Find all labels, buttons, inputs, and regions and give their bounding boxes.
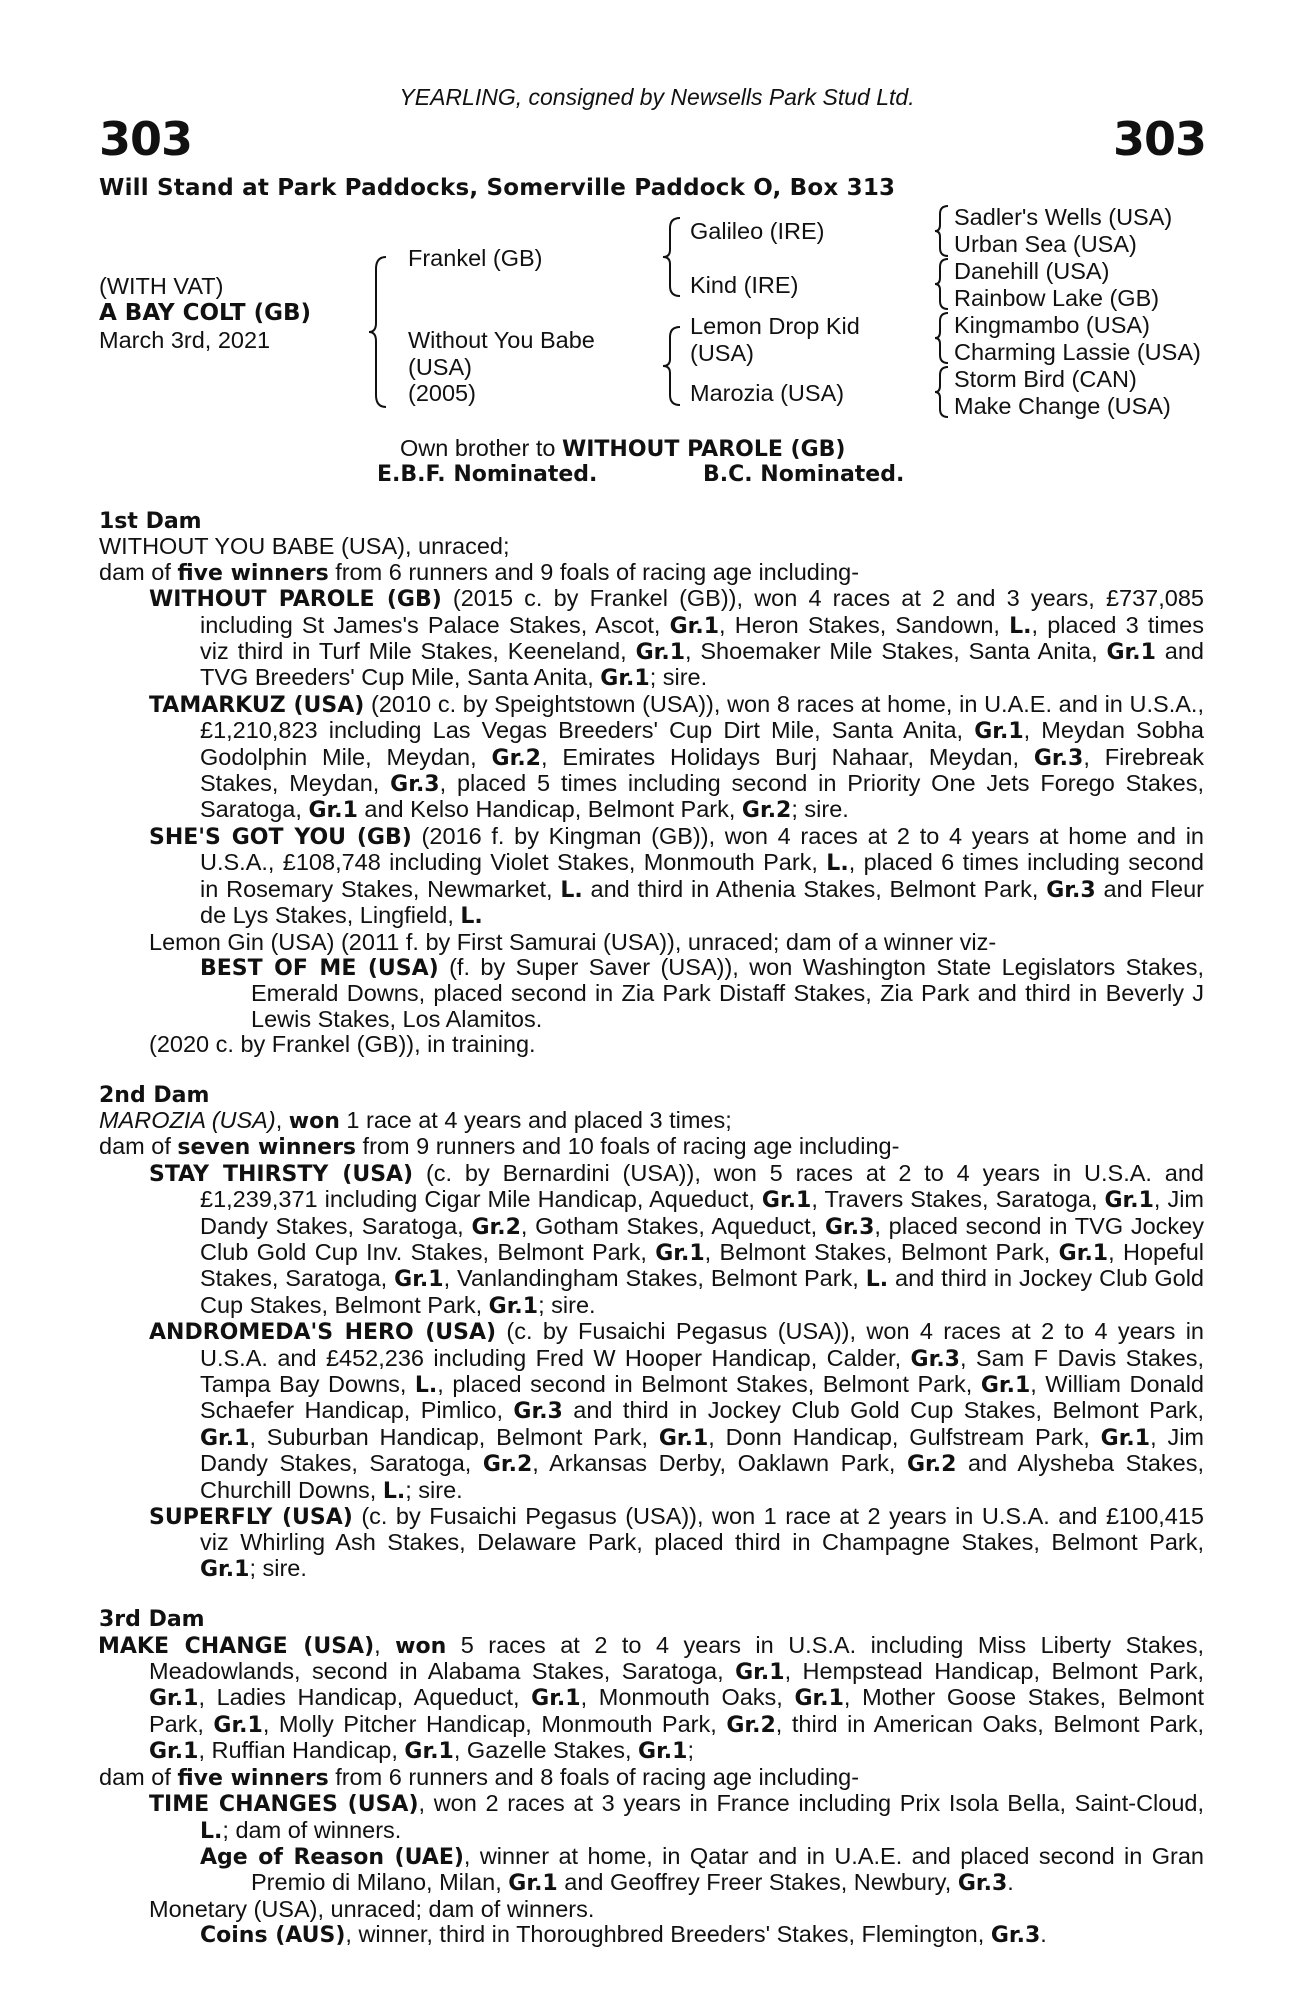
bc-nominated: B.C. Nominated. bbox=[703, 462, 905, 487]
pedigree-dsd: Charming Lassie (USA) bbox=[954, 339, 1201, 365]
pedigree-dam-line3: (2005) bbox=[408, 380, 476, 406]
pedigree-dam-line2: (USA) bbox=[408, 354, 472, 380]
second-dam-line: MAROZIA (USA), won 1 race at 4 years and placed 3 times; bbox=[99, 1106, 732, 1134]
pedigree-bracket-1 bbox=[366, 255, 390, 410]
pedigree-dam-line1: Without You Babe bbox=[408, 327, 595, 353]
produce-name: Age of Reason (UAE) bbox=[200, 1844, 464, 1870]
produce-name: STAY THIRSTY (USA) bbox=[149, 1161, 414, 1187]
produce-name: SUPERFLY (USA) bbox=[149, 1505, 353, 1531]
produce-entry: SUPERFLY (USA) (c. by Fusaichi Pegasus (USA)), won 1 race at 2 years in U.S.A. and £100,415 viz Whirling Ash Stakes, Delaware Park, placed third in Champagne Stakes, Belmont Park, Gr.1; sire. bbox=[149, 1503, 1204, 1582]
pedigree-ssd: Urban Sea (USA) bbox=[954, 231, 1137, 257]
produce-entry: Age of Reason (UAE), winner at home, in Qatar and in U.A.E. and placed second in Gran Premio di Milano, Milan, Gr.1 and Geoffrey Freer Stakes, Newbury, Gr.3. bbox=[200, 1842, 1204, 1897]
produce-entry: WITHOUT PAROLE (GB) (2015 c. by Frankel (GB)), won 4 races at 2 and 3 years, £737,085 including St James's Palace Stakes, Ascot, Gr.1, Heron Stakes, Sandown, L., placed 3 times viz third in Turf Mile Stakes, Keeneland, Gr.1, Shoemaker Mile Stakes, Santa Anita, Gr.1 and TVG Breeders' Cup Mile, Santa Anita, Gr.1; sire. bbox=[149, 585, 1204, 692]
horse-name: A BAY COLT (GB) bbox=[99, 300, 312, 326]
produce-name: WITHOUT PAROLE (GB) bbox=[149, 587, 442, 613]
second-dam-produce-summary: dam of seven winners from 9 runners and 10 foals of racing age including- bbox=[99, 1133, 900, 1161]
third-dam-produce-summary: dam of five winners from 6 runners and 8 foals of racing age including- bbox=[99, 1763, 860, 1791]
pedigree-sire-dam: Kind (IRE) bbox=[690, 272, 799, 298]
lot-number-right: 303 bbox=[1112, 112, 1206, 166]
produce-entry: Coins (AUS), winner, third in Thoroughbred Breeders' Stakes, Flemington, Gr.3. bbox=[200, 1921, 1047, 1949]
produce-entry: ANDROMEDA'S HERO (USA) (c. by Fusaichi Pegasus (USA)), won 4 races at 2 to 4 years in U.S.A. and £452,236 including Fred W Hooper Handicap, Calder, Gr.3, Sam F Davis Stakes, Tampa Bay Downs, L., placed second in Belmont Stakes, Belmont Park, Gr.1, William Donald Schaefer Handicap, Pimlico, Gr.3 and third in Jockey Club Gold Cup Stakes, Belmont Park, Gr.1, Suburban Handicap, Belmont Park, Gr.1, Donn Handicap, Gulfstream Park, Gr.1, Jim Dandy Stakes, Saratoga, Gr.2, Arkansas Derby, Oaklawn Park, Gr.2 and Alysheba Stakes, Churchill Downs, L.; sire. bbox=[149, 1318, 1205, 1504]
own-brother-prefix: Own brother to bbox=[400, 435, 562, 461]
produce-entry: TAMARKUZ (USA) (2010 c. by Speightstown (USA)), won 8 races at home, in U.A.E. and in U.S.A., £1,210,823 including Las Vegas Breeders' Cup Dirt Mile, Santa Anita, Gr.1, Meydan Sobha Godolphin Mile, Meydan, Gr.2, Emirates Holidays Burj Nahaar, Meydan, Gr.3, Firebreak Stakes, Meydan, Gr.3, placed 5 times including second in Priority One Jets Forego Stakes, Saratoga, Gr.1 and Kelso Handicap, Belmont Park, Gr.2; sire. bbox=[149, 690, 1204, 824]
pedigree-dss: Kingmambo (USA) bbox=[954, 312, 1150, 338]
consignor-line: YEARLING, consigned by Newsells Park Stud Ltd. bbox=[399, 84, 915, 110]
ebf-nominated: E.B.F. Nominated. bbox=[377, 462, 598, 487]
foaling-date: March 3rd, 2021 bbox=[99, 327, 271, 353]
pedigree-dam-sire-line1: Lemon Drop Kid bbox=[690, 313, 860, 339]
produce-entry: Monetary (USA), unraced; dam of winners. bbox=[149, 1895, 595, 1922]
pedigree-sire-sire: Galileo (IRE) bbox=[690, 218, 825, 244]
first-dam-heading: 1st Dam bbox=[99, 509, 202, 534]
pedigree-bracket-2b bbox=[660, 325, 684, 409]
first-dam-line: WITHOUT YOU BABE (USA), unraced; bbox=[99, 533, 510, 560]
pedigree-sire: Frankel (GB) bbox=[408, 245, 543, 271]
catalogue-body bbox=[99, 509, 1204, 1949]
produce-entry: SHE'S GOT YOU (GB) (2016 f. by Kingman (GB)), won 4 races at 2 to 4 years at home and in U.S.A., £108,748 including Violet Stakes, Monmouth Park, L., placed 6 times including second in Rosemary Stakes, Newmarket, L. and third in Athenia Stakes, Belmont Park, Gr.3 and Fleur de Lys Stakes, Lingfield, L. bbox=[149, 822, 1205, 930]
pedigree-bracket-3c bbox=[932, 311, 952, 365]
produce-name: Coins (AUS) bbox=[200, 1923, 346, 1949]
third-dam-heading: 3rd Dam bbox=[99, 1607, 205, 1633]
lot-number-left: 303 bbox=[99, 112, 193, 166]
pedigree-sds: Danehill (USA) bbox=[954, 258, 1110, 284]
produce-name: TIME CHANGES (USA) bbox=[149, 1792, 419, 1818]
pedigree-ddd: Make Change (USA) bbox=[954, 393, 1171, 419]
stabling-info: Will Stand at Park Paddocks, Somerville Paddock O, Box 313 bbox=[99, 175, 896, 201]
pedigree-dam-dam: Marozia (USA) bbox=[690, 380, 845, 406]
pedigree-dam-sire-line2: (USA) bbox=[690, 340, 754, 366]
pedigree-bracket-3b bbox=[932, 257, 952, 311]
second-dam-heading: 2nd Dam bbox=[99, 1082, 210, 1108]
produce-entry: BEST OF ME (USA) (f. by Super Saver (USA)), won Washington State Legislators Stakes, Emerald Downs, placed second in Zia Park Distaff Stakes, Zia Park and third in Beverly J Lewis Stakes, Los Alamitos. bbox=[200, 953, 1204, 1032]
third-dam-line: MAKE CHANGE (USA), won 5 races at 2 to 4 years in U.S.A. including Miss Liberty Stakes, Meadowlands, second in Alabama Stakes, Saratoga, Gr.1, Hempstead Handicap, Belmont Park, Gr.1, Ladies Handicap, Aqueduct, Gr.1, Monmouth Oaks, Gr.1, Mother Goose Stakes, Belmont Park, Gr.1, Molly Pitcher Handicap, Monmouth Park, Gr.2, third in American Oaks, Belmont Park, Gr.1, Ruffian Handicap, Gr.1, Gazelle Stakes, Gr.1; bbox=[98, 1631, 1204, 1765]
own-brother-name: WITHOUT PAROLE (GB) bbox=[561, 437, 846, 462]
own-brother-note bbox=[400, 435, 846, 462]
pedigree-bracket-3a bbox=[932, 204, 952, 258]
vat-note: (WITH VAT) bbox=[99, 273, 224, 299]
produce-entry: Lemon Gin (USA) (2011 f. by First Samurai (USA)), unraced; dam of a winner viz- bbox=[149, 928, 997, 955]
pedigree-sdd: Rainbow Lake (GB) bbox=[954, 285, 1160, 311]
produce-entry: STAY THIRSTY (USA) (c. by Bernardini (USA)), won 5 races at 2 to 4 years in U.S.A. and £1,239,371 including Cigar Mile Handicap, Aqueduct, Gr.1, Travers Stakes, Saratoga, Gr.1, Jim Dandy Stakes, Saratoga, Gr.2, Gotham Stakes, Aqueduct, Gr.3, placed second in TVG Jockey Club Gold Cup Inv. Stakes, Belmont Park, Gr.1, Belmont Stakes, Belmont Park, Gr.1, Hopeful Stakes, Saratoga, Gr.1, Vanlandingham Stakes, Belmont Park, L. and third in Jockey Club Gold Cup Stakes, Belmont Park, Gr.1; sire. bbox=[149, 1159, 1205, 1319]
first-dam-produce-summary: dam of five winners from 6 runners and 9 foals of racing age including- bbox=[99, 558, 860, 586]
produce-name: ANDROMEDA'S HERO (USA) bbox=[149, 1320, 497, 1346]
pedigree-bracket-2a bbox=[660, 216, 684, 300]
produce-name: BEST OF ME (USA) bbox=[200, 955, 439, 981]
produce-name: SHE'S GOT YOU (GB) bbox=[149, 824, 412, 850]
produce-entry: (2020 c. by Frankel (GB)), in training. bbox=[149, 1031, 536, 1058]
pedigree-dds: Storm Bird (CAN) bbox=[954, 366, 1137, 392]
produce-name: TAMARKUZ (USA) bbox=[149, 692, 365, 718]
pedigree-sss: Sadler's Wells (USA) bbox=[954, 204, 1173, 230]
pedigree-bracket-3d bbox=[932, 365, 952, 419]
produce-entry: TIME CHANGES (USA), won 2 races at 3 years in France including Prix Isola Bella, Saint-Cloud, L.; dam of winners. bbox=[149, 1790, 1204, 1844]
